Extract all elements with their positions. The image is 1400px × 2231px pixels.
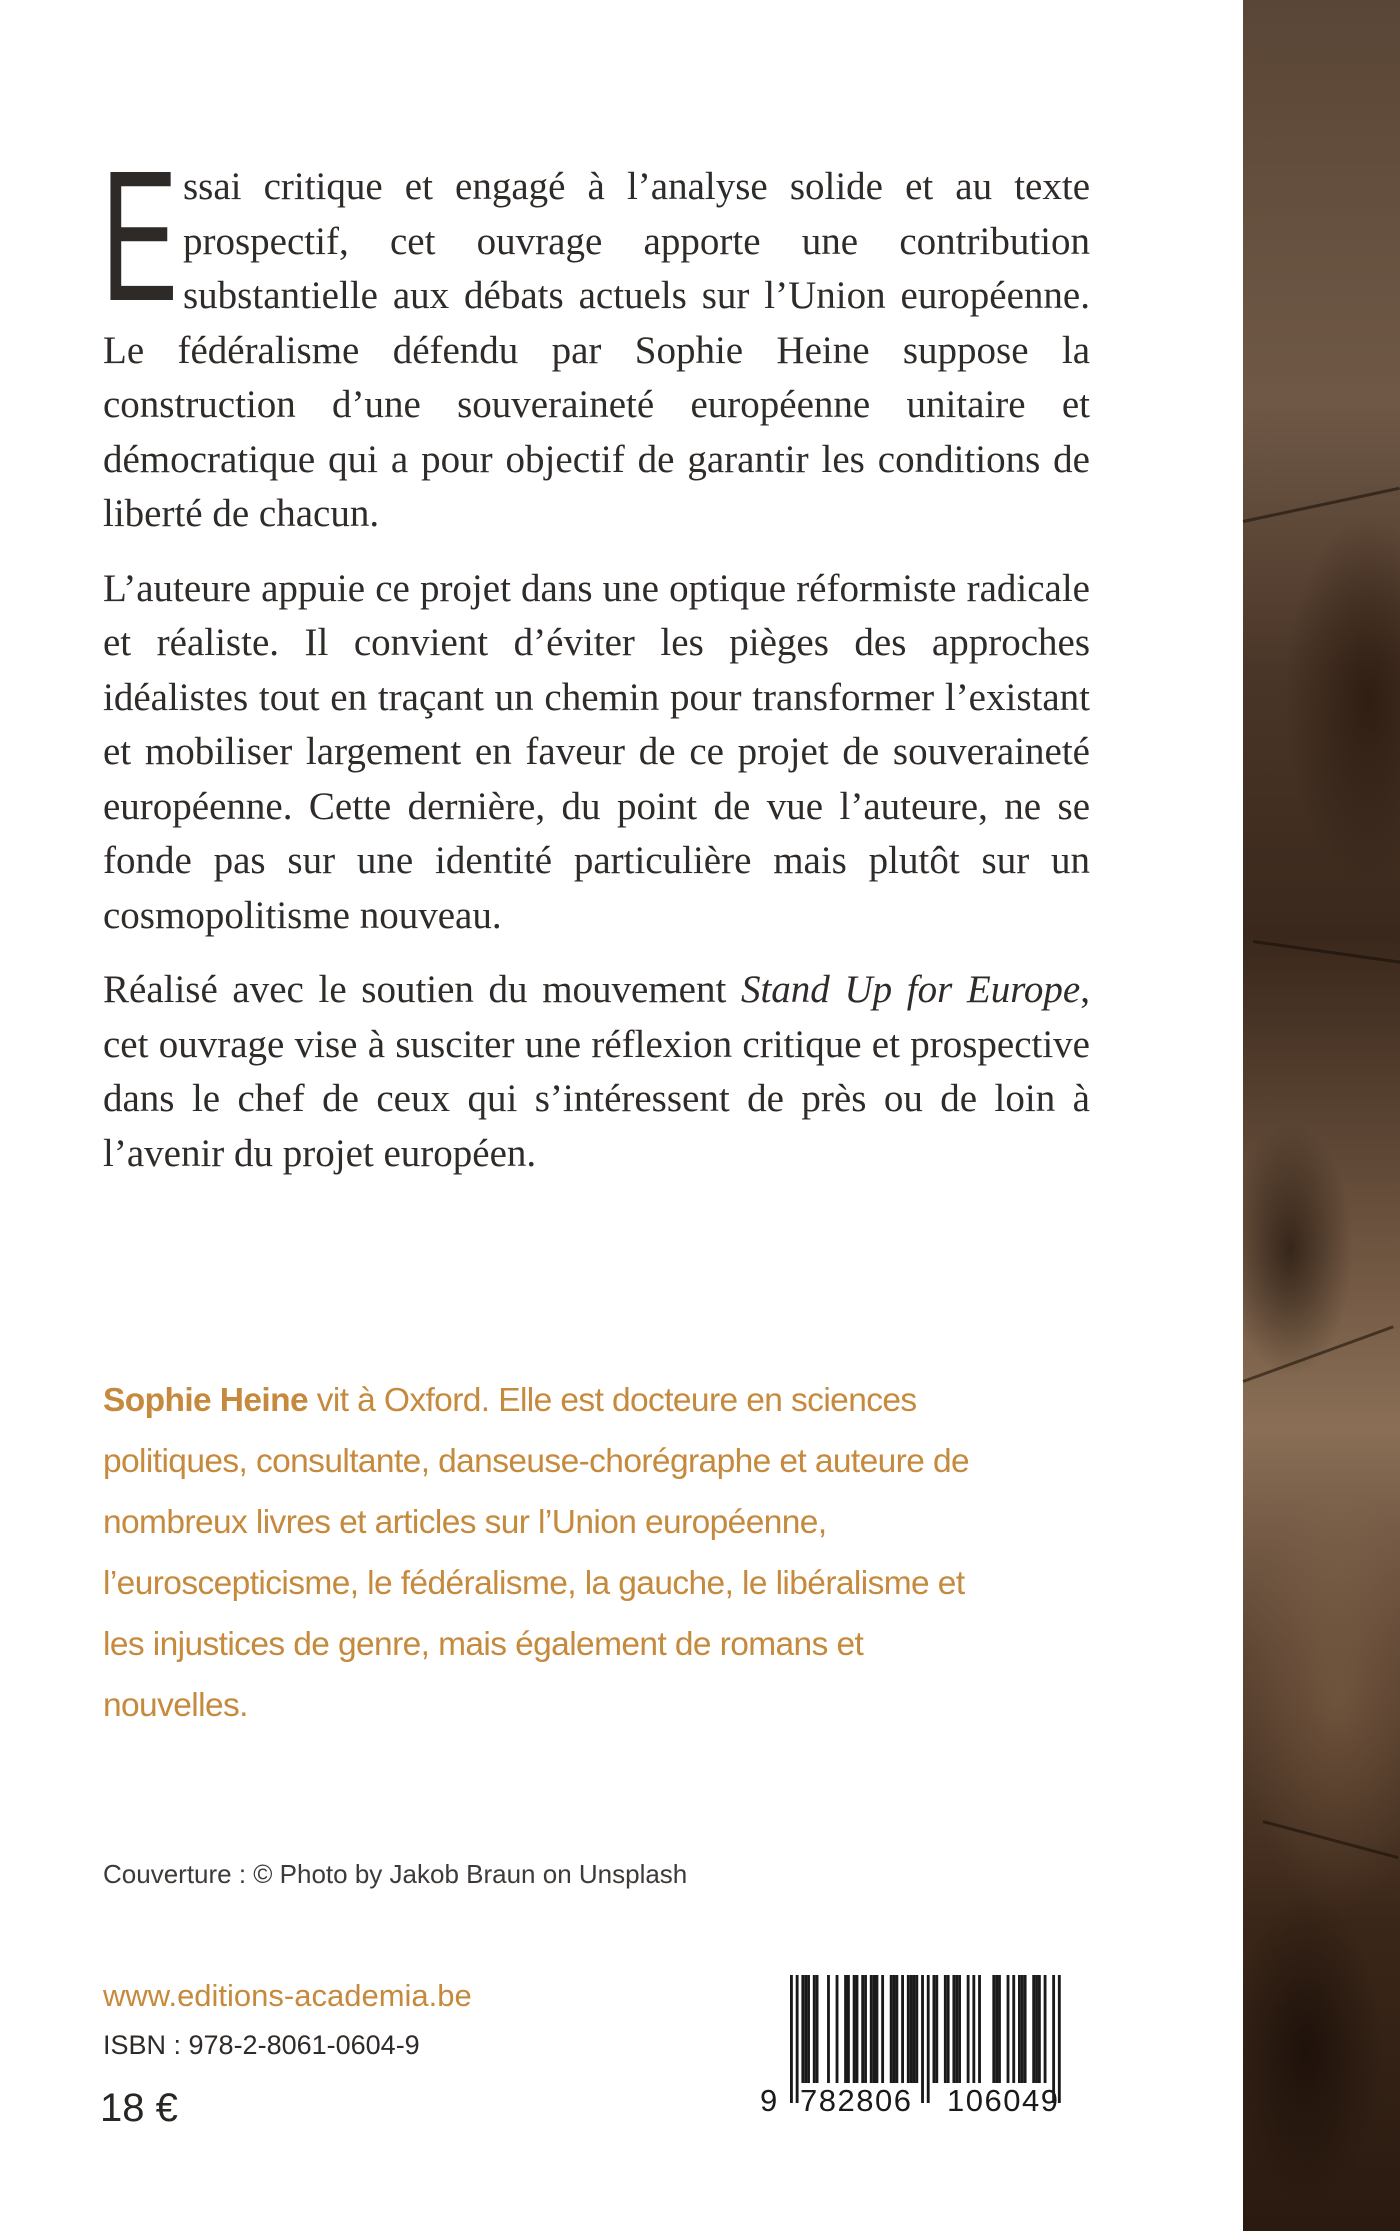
author-bio-text: vit à Oxford. Elle est docteure en sciences politiques, consultante, danseuse-chorégraphe et auteure de nombreux livres et articles sur l’Union européenne, l’euroscepticisme, le fédéralisme, la gauche, le libéralisme et les injustices de genre, mais également de romans et nouvelles.: [103, 1382, 970, 1724]
paragraph-3-lead: Réalisé avec le soutien du mouvement: [103, 968, 741, 1011]
barcode-bar: [907, 1975, 910, 2083]
book-description: [101, 133, 1090, 1201]
description-paragraph-1: [101, 133, 1090, 542]
barcode-bar: [901, 1975, 904, 2083]
barcode-bar: [1012, 1975, 1015, 2083]
author-name: Sophie Heine: [103, 1382, 309, 1419]
barcode-bar: [1035, 1975, 1038, 2083]
barcode-bar: [816, 1975, 819, 2083]
barcode-bar: [933, 1975, 936, 2083]
barcode-bar: [847, 1975, 850, 2083]
barcode: [760, 1975, 1092, 2131]
barcode-bar: [1038, 1975, 1041, 2083]
description-paragraph-2: L’auteure appuie ce projet dans une optique réformiste radicale et réaliste. Il convient d’éviter les pièges des approches idéalistes tout en traçant un chemin pour transformer l’existant et mobiliser largement en faveur de ce projet de souveraineté européenne. Cette dernière, du point de vue l’auteure, ne se fonde pas sur une identité particulière mais plutôt sur un cosmopolitisme nouveau.: [103, 566, 1090, 937]
barcode-bar: [944, 1975, 947, 2083]
barcode-bar: [873, 1975, 876, 2083]
barcode-bar: [890, 1975, 893, 2083]
barcode-digit-first: 9: [760, 2083, 779, 2118]
barcode-bar: [1018, 1975, 1021, 2083]
barcode-bar: [913, 1975, 916, 2083]
barcode-bar: [870, 1975, 873, 2083]
barcode-bar: [804, 1975, 807, 2083]
barcode-digits-right: 106049: [947, 2083, 1060, 2118]
barcode-bar: [1024, 1975, 1027, 2083]
drop-cap: E: [101, 133, 178, 340]
barcode-bar: [801, 1975, 804, 2083]
paragraph-1-text: ssai critique et engagé à l’analyse solide et au texte prospectif, cet ouvrage apporte une contribution substantielle aux débats actuels sur l’Union européenne. Le fédéralisme défendu par Sophie Heine suppose la construction d’une souveraineté européenne unitaire et démocratique qui a pour objectif de garantir les conditions de liberté de chacun.: [103, 165, 1090, 535]
barcode-bar: [952, 1975, 955, 2083]
barcode-bar: [893, 1975, 896, 2083]
cover-photo-strip: [1243, 0, 1400, 2231]
description-paragraph-3: [103, 963, 1090, 1181]
barcode-bar: [1032, 1975, 1035, 2083]
barcode-bar: [813, 1975, 816, 2083]
author-bio: [103, 1370, 1003, 1736]
barcode-bar: [967, 1975, 970, 2083]
barcode-bar: [844, 1975, 847, 2083]
barcode-bar: [955, 1975, 958, 2083]
barcode-digits-left: 782806: [800, 2083, 913, 2118]
barcode-bar: [998, 1975, 1001, 2083]
isbn: ISBN : 978-2-8061-0604-9: [103, 2030, 420, 2060]
barcode-bar: [1044, 1975, 1047, 2083]
paragraph-3-rest: , cet ouvrage vise à susciter une réflexion critique et prospective dans le chef de ceux qui s’intéressent de près ou de loin à l’avenir du projet européen.: [103, 968, 1090, 1175]
barcode-bar: [861, 1975, 864, 2083]
barcode-bar: [992, 1975, 995, 2083]
barcode-bar: [853, 1975, 856, 2083]
barcode-bar: [876, 1975, 879, 2083]
publisher-website[interactable]: www.editions-academia.be: [103, 1978, 472, 2013]
barcode-bar: [827, 1975, 830, 2083]
barcode-bar: [807, 1975, 810, 2083]
movement-name: Stand Up for Europe: [740, 968, 1081, 1011]
barcode-bar: [915, 1975, 918, 2083]
barcode-bar: [935, 1975, 938, 2083]
barcode-bar: [1021, 1975, 1024, 2083]
barcode-bar: [958, 1975, 961, 2083]
barcode-bar: [995, 1975, 998, 2083]
barcode-bar: [978, 1975, 981, 2083]
barcode-bar: [881, 1975, 884, 2083]
barcode-bar: [895, 1975, 898, 2083]
barcode-bar: [1007, 1975, 1010, 2083]
barcode-bar: [947, 1975, 950, 2083]
barcode-bar: [972, 1975, 975, 2083]
barcode-digits: [760, 2083, 1092, 2129]
barcode-bar: [864, 1975, 867, 2083]
price: 18 €: [100, 2086, 178, 2130]
barcode-bar: [856, 1975, 859, 2083]
barcode-bar: [910, 1975, 913, 2083]
barcode-bar: [836, 1975, 839, 2083]
cover-credit: Couverture : © Photo by Jakob Braun on Unsplash: [103, 1859, 688, 1889]
